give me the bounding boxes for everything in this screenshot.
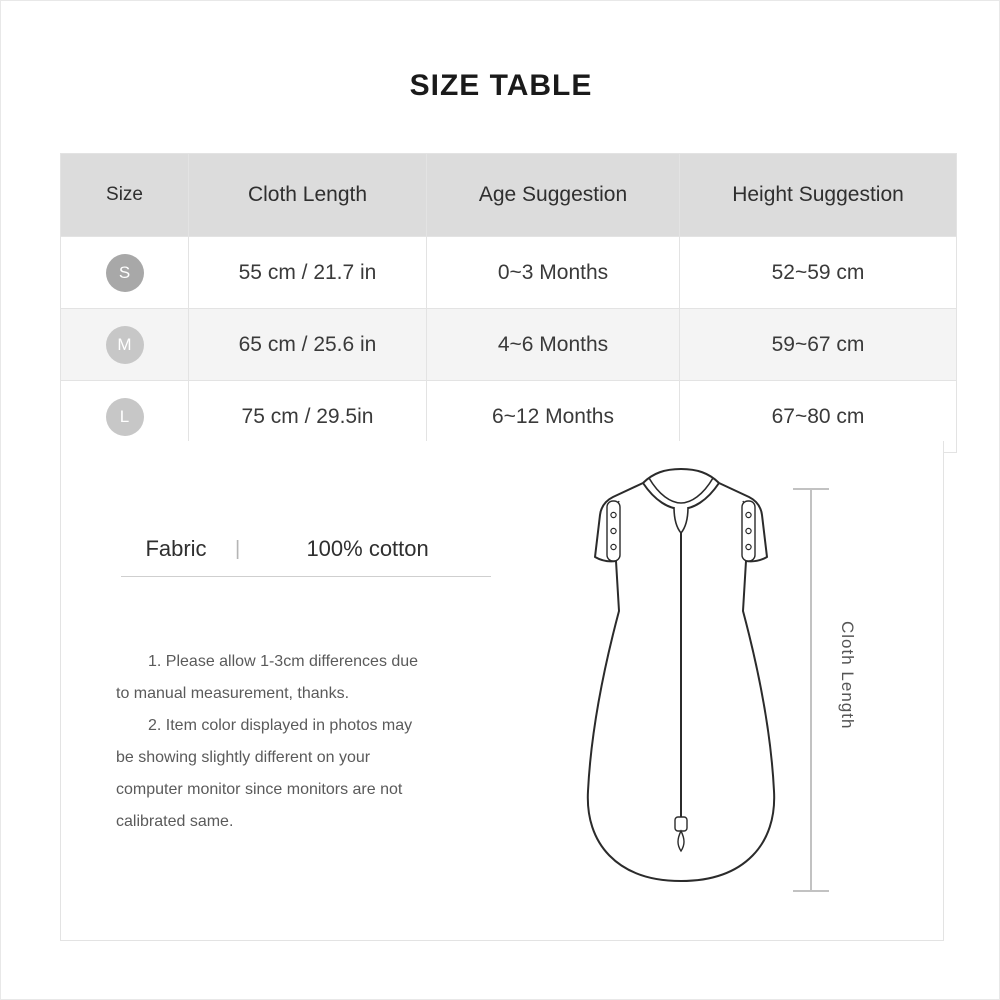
cell-cloth-length: 55 cm / 21.7 in <box>189 237 427 309</box>
details-panel <box>60 441 944 941</box>
fabric-label: Fabric <box>145 536 207 561</box>
column-header-size: Size <box>61 154 189 237</box>
note-line: 1. Please allow 1-3cm differences due <box>148 653 419 670</box>
cell-age: 6~12 Months <box>427 381 680 453</box>
cell-size <box>61 237 189 309</box>
cell-cloth-length: 75 cm / 29.5in <box>189 381 427 453</box>
note-line: be showing slightly different on your <box>116 749 371 766</box>
size-table <box>60 153 957 453</box>
note-line: to manual measurement, thanks. <box>116 685 350 702</box>
cell-height: 67~80 cm <box>680 381 957 453</box>
fabric-row <box>121 536 491 577</box>
table-header <box>61 154 957 237</box>
notes-block <box>116 646 516 838</box>
column-header-cloth-length: Cloth Length <box>189 154 427 237</box>
note-line: computer monitor since monitors are not <box>116 781 403 798</box>
cell-cloth-length: 65 cm / 25.6 in <box>189 309 427 381</box>
size-badge: L <box>106 398 144 436</box>
fabric-value: 100% cotton <box>306 536 429 561</box>
table-body <box>61 237 957 453</box>
column-header-age-suggestion: Age Suggestion <box>427 154 680 237</box>
table-row <box>61 309 957 381</box>
size-table-container <box>60 153 944 453</box>
cell-age: 0~3 Months <box>427 237 680 309</box>
measure-label: Cloth Length <box>838 621 857 730</box>
note-line: 2. Item color displayed in photos may <box>148 717 413 734</box>
cell-height: 59~67 cm <box>680 309 957 381</box>
table-header-row <box>61 154 957 237</box>
note-line: calibrated same. <box>116 813 234 830</box>
cell-age: 4~6 Months <box>427 309 680 381</box>
size-badge: M <box>106 326 144 364</box>
column-header-height-suggestion: Height Suggestion <box>680 154 957 237</box>
size-badge: S <box>106 254 144 292</box>
cell-height: 52~59 cm <box>680 237 957 309</box>
fabric-separator: | <box>235 537 241 560</box>
table-row <box>61 237 957 309</box>
cell-size <box>61 309 189 381</box>
cloth-length-measure <box>781 481 901 911</box>
page-title: SIZE TABLE <box>409 69 593 102</box>
